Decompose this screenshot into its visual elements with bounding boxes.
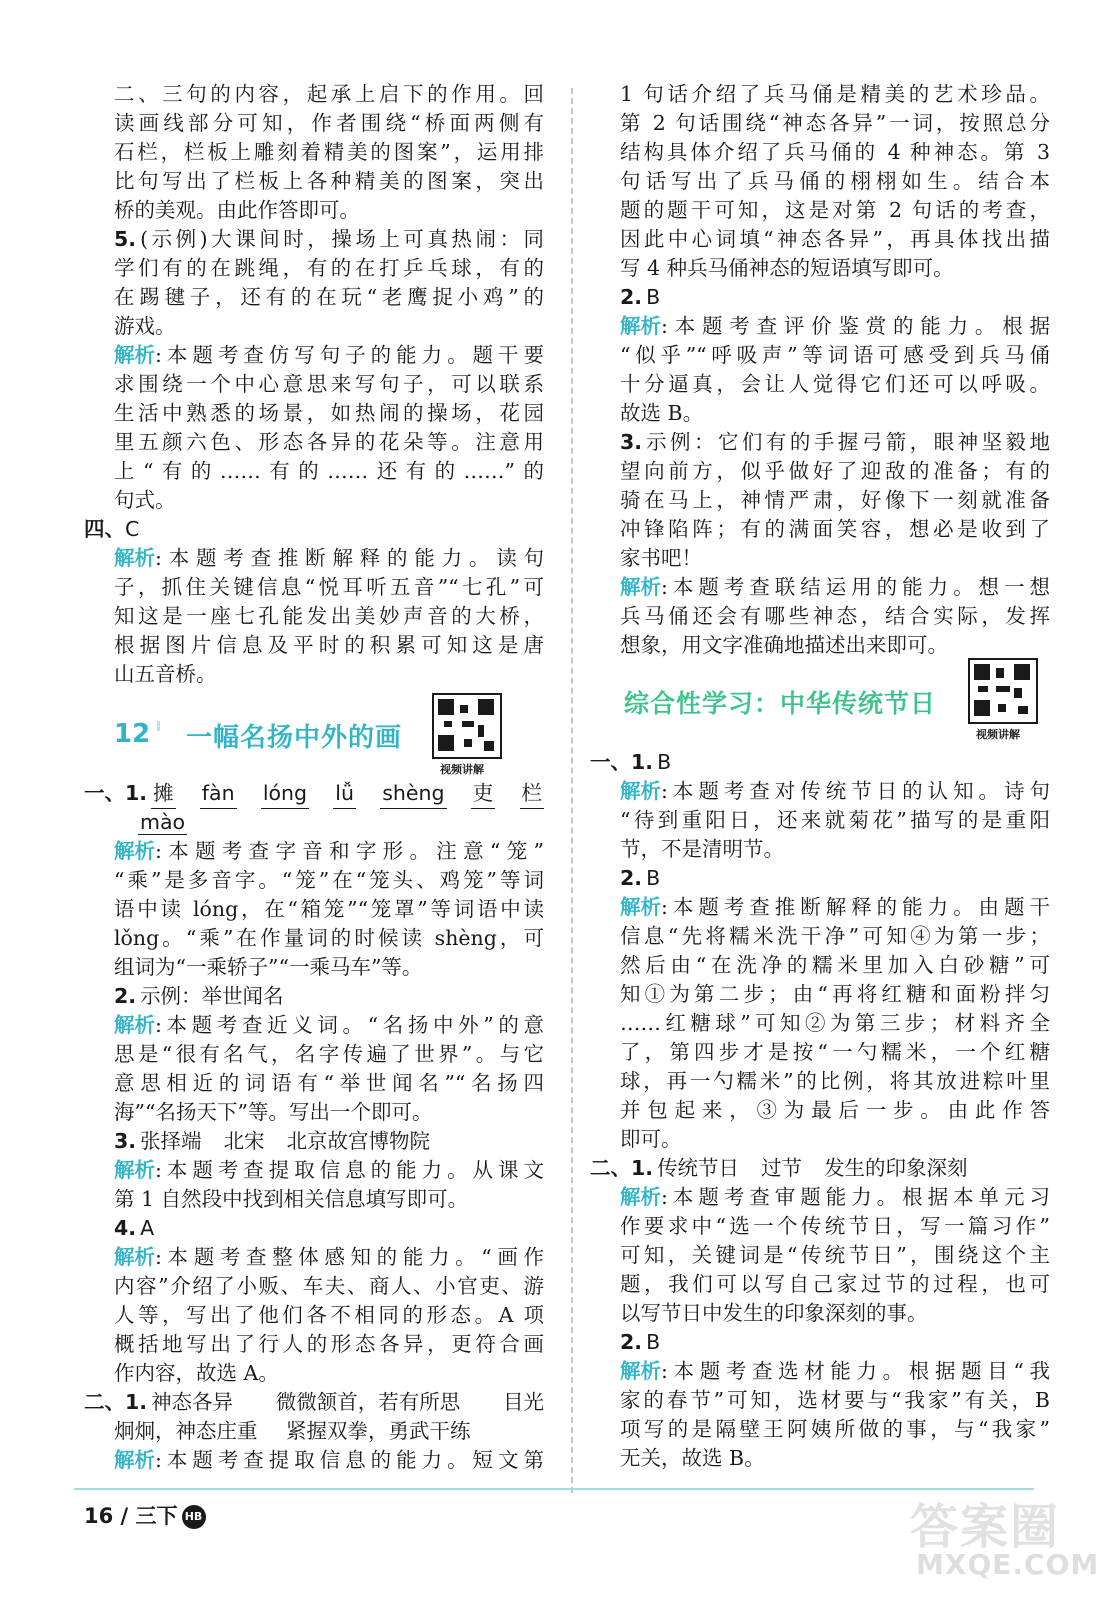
analysis-label: 解析 xyxy=(114,546,155,570)
answer-text: 骑在马上，神情严肃，好像下一刻就准备 xyxy=(620,488,1050,512)
text-line: 石栏，栏板上雕刻着精美的图案”，运用排 xyxy=(114,140,544,164)
text-line: 第 2 句话围绕“神态各异”一词，按照总分 xyxy=(620,111,1050,135)
column-divider xyxy=(571,88,573,1493)
question-number: 1. xyxy=(631,750,654,774)
analysis-text: 十分逼真，会让人觉得它们还可以呼吸。 xyxy=(620,372,1050,396)
text-line: 桥的美观。由此作答即可。 xyxy=(114,198,360,222)
right-column xyxy=(590,80,1050,1473)
analysis-text: 知①为第二步；由“再将红糖和面粉拌匀 xyxy=(620,982,1050,1006)
analysis-text: 句式。 xyxy=(114,488,176,512)
answer-text: 过节 xyxy=(761,1156,803,1180)
analysis-text: 了，第四步才是按“一勺糯米，一个红糖 xyxy=(620,1040,1050,1064)
analysis-text: 题，我们可以写自己家过节的过程，也可 xyxy=(620,1272,1050,1296)
section-number: 四、 xyxy=(84,517,125,541)
footer-rule xyxy=(74,1488,1034,1490)
lesson-12-title xyxy=(114,689,544,779)
answer-text: 传统节日 xyxy=(657,1156,740,1180)
qr-caption: 视频讲解 xyxy=(976,728,1020,741)
text-line: 题的题干可知，这是对第 2 句话的考查， xyxy=(620,198,1050,222)
analysis-text: 故选 B。 xyxy=(620,401,704,425)
analysis-text: :本题考查推断解释的能力。读句 xyxy=(155,546,544,570)
answer-text: B xyxy=(646,1330,661,1354)
pinyin-answer: fàn xyxy=(200,779,237,809)
section-number: 一、 xyxy=(590,750,631,774)
analysis-label: 解析 xyxy=(114,343,155,367)
section-title: 综合性学习：中华传统节日 xyxy=(624,689,937,718)
analysis-text: 求围绕一个中心意思来写句子，可以联系 xyxy=(114,372,544,396)
page-footer xyxy=(84,1500,206,1530)
left-block1 xyxy=(114,80,544,225)
answer-text: B xyxy=(657,750,672,774)
analysis-text: :本题考查审题能力。根据本单元习 xyxy=(661,1185,1050,1209)
analysis-text: 球，再一勺糯米”的比例，将其放进粽叶里 xyxy=(620,1069,1050,1093)
analysis-text: :本题考查整体感知的能力。“画作 xyxy=(155,1245,544,1269)
question-number: 5. xyxy=(114,227,137,251)
analysis-text: 第 1 自然段中找到相关信息填写即可。 xyxy=(114,1187,469,1211)
analysis-text: 根据图片信息及平时的积累可知这是唐 xyxy=(114,633,544,657)
analysis-text: :本题考查仿写句子的能力。题干要 xyxy=(155,343,544,367)
analysis-text: :本题考查推断解释的能力。由题干 xyxy=(661,895,1050,919)
analysis-text: 语中读 lóng，在“箱笼”“笼罩”等词语中读 xyxy=(114,897,544,921)
section-number: 二、 xyxy=(590,1156,631,1180)
analysis-text: “待到重阳日，还来就菊花”描写的是重阳 xyxy=(620,808,1050,832)
right-question-3 xyxy=(620,428,1050,660)
analysis-text: 即可。 xyxy=(620,1127,682,1151)
question-number: 2. xyxy=(620,1330,643,1354)
section-4 xyxy=(84,515,544,689)
answer-text: B xyxy=(646,285,661,309)
analysis-text: 并包起来，③为最后一步。由此作答 xyxy=(620,1098,1050,1122)
answer-text: 游戏。 xyxy=(114,314,176,338)
pinyin-answer: 吏 xyxy=(471,779,496,809)
answer-text: 北宋 xyxy=(223,1129,265,1153)
answer-text: 望向前方，似乎做好了迎敌的准备；有的 xyxy=(620,459,1050,483)
answer-text: 在踢毽子，还有的在玩“老鹰捉小鸡”的 xyxy=(114,285,544,309)
analysis-text: :本题考查提取信息的能力。从课文 xyxy=(155,1158,544,1182)
answer-text: 发生的印象深刻 xyxy=(824,1156,968,1180)
analysis-text: 项写的是隔壁王阿姨所做的事，与“我家” xyxy=(620,1417,1050,1441)
question-number: 1. xyxy=(125,781,148,805)
question-number: 2. xyxy=(620,866,643,890)
analysis-label: 解析 xyxy=(620,1359,661,1383)
answer-text: C xyxy=(125,517,140,541)
analysis-text: “似乎”“呼吸声”等词语可感受到兵马俑 xyxy=(620,343,1050,367)
analysis-text: 节，不是清明节。 xyxy=(620,837,784,861)
analysis-text: :本题考查提取信息的能力。短文第 xyxy=(155,1448,544,1472)
answer-text: (示例)大课间时，操场上可真热闹：同 xyxy=(140,227,544,251)
watermark xyxy=(910,1488,1100,1588)
pinyin-answer: lǚ xyxy=(333,779,356,809)
analysis-label: 解析 xyxy=(620,779,661,803)
qr-caption: 视频讲解 xyxy=(440,763,484,776)
analysis-text: :本题考查字音和字形。注意“笼” xyxy=(155,839,544,863)
analysis-text: 山五音桥。 xyxy=(114,662,217,686)
text-line: 1 句话介绍了兵马俑是精美的艺术珍品。 xyxy=(620,82,1050,106)
analysis-text: :本题考查近义词。“名扬中外”的意 xyxy=(155,1013,544,1037)
analysis-text: 然后由“在洗净的糯米里加入白砂糖”可 xyxy=(620,953,1050,977)
analysis-text: 组词为“一乘轿子”“一乘马车”等。 xyxy=(114,955,423,979)
watermark-url: MXQE.COM xyxy=(916,1548,1100,1581)
answer-row xyxy=(151,1388,544,1417)
section-number: 一、 xyxy=(84,781,125,805)
analysis-text: 作内容，故选 A。 xyxy=(114,1361,279,1385)
analysis-label: 解析 xyxy=(620,1185,661,1209)
analysis-text: 信息“先将糯米洗干净”可知④为第一步； xyxy=(620,924,1050,948)
analysis-text: 作要求中“选一个传统节日，写一篇习作” xyxy=(620,1214,1050,1238)
analysis-text: :本题考查对传统节日的认知。诗句 xyxy=(661,779,1050,803)
question-number: 4. xyxy=(114,1216,137,1240)
page-number: 16 / 三下 xyxy=(84,1504,178,1528)
analysis-text: :本题考查评价鉴赏的能力。根据 xyxy=(661,314,1050,338)
text-line: 写 4 种兵马俑神态的短语填写即可。 xyxy=(620,256,954,280)
answer-text: 示例：它们有的手握弓箭，眼神坚毅地 xyxy=(646,430,1050,454)
answer-text: B xyxy=(646,866,661,890)
analysis-text: 兵马俑还会有哪些神态，结合实际，发挥 xyxy=(620,604,1050,628)
question-5 xyxy=(114,225,544,515)
text-line: 结构具体介绍了兵马俑的 4 种神态。第 3 xyxy=(620,140,1050,164)
answer-text: 微微颔首，若有所思 xyxy=(275,1390,461,1414)
analysis-text: 里五颜六色、形态各异的花朵等。注意用 xyxy=(114,430,544,454)
text-line: 二、三句的内容，起承上启下的作用。回 xyxy=(114,82,544,106)
question-number: 1. xyxy=(125,1390,148,1414)
pinyin-answers xyxy=(151,779,544,809)
analysis-text: 海”“名扬天下”等。写出一个即可。 xyxy=(114,1100,433,1124)
analysis-text: lǒng。“乘”在作量词的时候读 shèng，可 xyxy=(114,926,544,950)
pinyin-answer: 栏 xyxy=(520,779,545,809)
analysis-text: 知这是一座七孔能发出美妙声音的大桥， xyxy=(114,604,544,628)
question-number: 2. xyxy=(620,285,643,309)
analysis-text: 家的春节”可知，选材要与“我家”有关，B xyxy=(620,1388,1050,1412)
section-title-festival xyxy=(620,660,1050,748)
analysis-text: “乘”是多音字。“笼”在“笼头、鸡笼”等词 xyxy=(114,868,544,892)
answer-text: A xyxy=(140,1216,155,1240)
answer-text: 紧握双拳，勇武干练 xyxy=(286,1419,471,1443)
analysis-text: 无关，故选 B。 xyxy=(620,1446,765,1470)
question-number: 1. xyxy=(631,1156,654,1180)
right-block1 xyxy=(620,80,1050,283)
text-line: 因此中心词填“神态各异”，再具体找出描 xyxy=(620,227,1050,251)
analysis-text: 想象，用文字准确地描述出来即可。 xyxy=(620,633,948,657)
question-number: 3. xyxy=(620,430,643,454)
answer-text: 冲锋陷阵；有的满面笑容，想必是收到了 xyxy=(620,517,1050,541)
section-number: 二、 xyxy=(84,1390,125,1414)
pinyin-answer: mào xyxy=(140,810,186,834)
analysis-text: 内容”介绍了小贩、车夫、商人、小官吏、游 xyxy=(114,1274,544,1298)
text-line: 读画线部分可知，作者围绕“桥面两侧有 xyxy=(114,111,544,135)
answer-text: 家书吧！ xyxy=(620,546,702,570)
pinyin-answer: shèng xyxy=(380,779,446,809)
qr-code-icon[interactable] xyxy=(432,693,502,759)
answer-text: 示例：举世闻名 xyxy=(140,984,284,1008)
section-1 xyxy=(84,779,544,1388)
analysis-text: 概括地写出了行人的形态各异，更符合画 xyxy=(114,1332,544,1356)
analysis-text: 子，抓住关键信息“悦耳听五音”“七孔”可 xyxy=(114,575,544,599)
analysis-text: :本题考查选材能力。根据题目“我 xyxy=(661,1359,1050,1383)
qr-code-icon[interactable] xyxy=(968,658,1038,724)
analysis-text: 人等，写出了他们各不相同的形态。A 项 xyxy=(114,1303,544,1327)
analysis-label: 解析 xyxy=(620,314,661,338)
answer-text: 张择端 xyxy=(140,1129,202,1153)
analysis-label: 解析 xyxy=(114,1448,155,1472)
right-question-2 xyxy=(620,283,1050,428)
left-column xyxy=(84,80,544,1475)
lesson-number: 12 xyxy=(114,719,151,749)
analysis-label: 解析 xyxy=(114,1245,155,1269)
analysis-label: 解析 xyxy=(620,575,661,599)
analysis-text: ……红糖球”可知②为第三步；材料齐全 xyxy=(620,1011,1050,1035)
analysis-label: 解析 xyxy=(114,1013,155,1037)
pinyin-answer: 摊 xyxy=(151,779,176,809)
section-2 xyxy=(84,1388,544,1475)
answer-text: 目光 xyxy=(503,1390,544,1414)
lesson-title: 一幅名扬中外的画 xyxy=(186,723,403,753)
edition-badge: HB xyxy=(182,1505,206,1529)
analysis-text: 可知，关键词是“传统节日”，围绕这个主 xyxy=(620,1243,1050,1267)
answer-text: 炯炯，神态庄重 xyxy=(114,1419,258,1443)
answer-text: 神态各异 xyxy=(151,1390,234,1414)
analysis-label: 解析 xyxy=(114,839,155,863)
right-section-2 xyxy=(590,1154,1050,1473)
analysis-label: 解析 xyxy=(114,1158,155,1182)
watermark-text: 答案圈 xyxy=(910,1499,1061,1555)
question-number: 2. xyxy=(114,984,137,1008)
answer-text: 北京故宫博物院 xyxy=(286,1129,431,1153)
analysis-text: 上“有的……有的……还有的……”的 xyxy=(114,459,544,483)
right-section-1 xyxy=(590,748,1050,1154)
text-line: 比句写出了栏板上各种精美的图案，突出 xyxy=(114,169,544,193)
analysis-text: 以写节日中发生的印象深刻的事。 xyxy=(620,1301,928,1325)
question-number: 3. xyxy=(114,1129,137,1153)
analysis-text: :本题考查联结运用的能力。想一想 xyxy=(661,575,1050,599)
pinyin-answer: lóng xyxy=(261,779,309,809)
analysis-label: 解析 xyxy=(620,895,661,919)
analysis-text: 生活中熟悉的场景，如热闹的操场，花园 xyxy=(114,401,544,425)
analysis-text: 意思相近的词语有“举世闻名”“名扬四 xyxy=(114,1071,544,1095)
text-line: 句话写出了兵马俑的栩栩如生。结合本 xyxy=(620,169,1050,193)
analysis-text: 思是“很有名气，名字传遍了世界”。与它 xyxy=(114,1042,544,1066)
answer-text: 学们有的在跳绳，有的在打乒乓球，有的 xyxy=(114,256,544,280)
